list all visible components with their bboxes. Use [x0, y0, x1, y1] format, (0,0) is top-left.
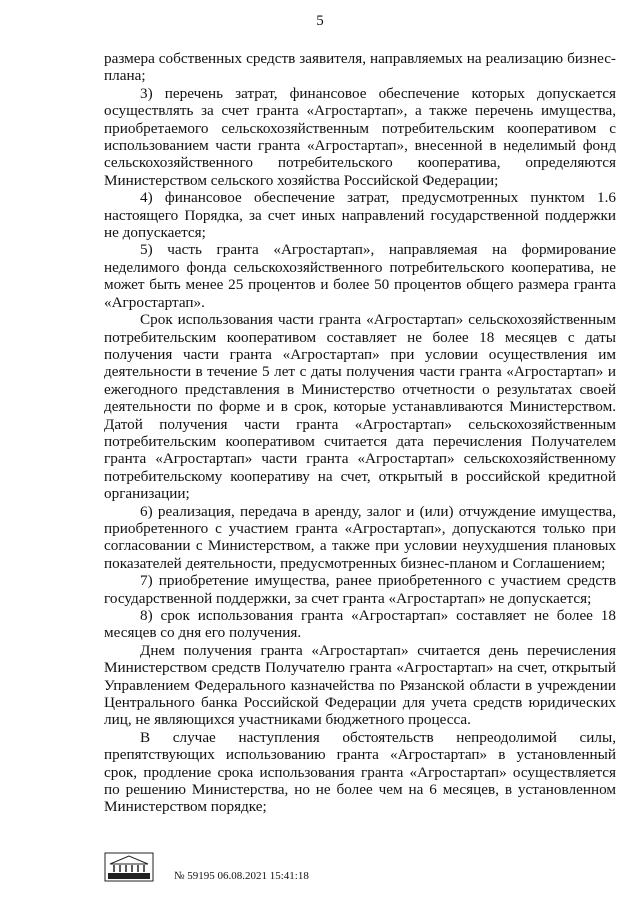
paragraph-item-4: 4) финансовое обеспечение затрат, предусмотренных пунктом 1.6 настоящего Порядка, за счет иных направлений государственной поддержки не допускается;: [104, 189, 616, 242]
document-body: [104, 50, 616, 816]
paragraph-force-majeure: В случае наступления обстоятельств непреодолимой силы, препятствующих использованию гранта «Агростартап» в установленный срок, продление срока использования гранта «Агростартап» осуществляется по решению Министерства, но не более чем на 6 месяцев, в установленном Министерством порядке;: [104, 728, 616, 816]
paragraph-item-6: 6) реализация, передача в аренду, залог и (или) отчуждение имущества, приобретенного с участием гранта «Агростартап», допускаются только при согласовании с Министерством, а также при условии неухудшения плановых показателей деятельности, предусмотренных бизнес-планом и Соглашением;: [104, 502, 616, 572]
paragraph-continuation: размера собственных средств заявителя, направляемых на реализацию бизнес-плана;: [104, 50, 616, 85]
registration-stamp: № 59195 06.08.2021 15:41:18: [174, 870, 309, 882]
paragraph-term: Срок использования части гранта «Агростартап» сельскохозяйственным потребительским кооперативом составляет не более 18 месяцев с даты получения части гранта «Агростартап» при условии осуществления им деятельности в течение 5 лет с даты получения части гранта «Агростартап» и ежегодного представления в Министерство отчетности о результатах своей деятельности по форме и в срок, которые устанавливаются Министерством. Датой получения части гранта «Агростартап» сельскохозяйственным потребительским кооперативом считается дата перечисления Получателем гранта «Агростартап» части гранта «Агростартап» сельскохозяйственному потребительскому кооперативу на счет, открытый в российской кредитной организации;: [104, 311, 616, 503]
page-number: 5: [316, 13, 324, 29]
registry-logo: [104, 852, 154, 882]
paragraph-receipt-day: Днем получения гранта «Агростартап» считается день перечисления Министерством средств Получателю гранта «Агростартап» на счет, открытый Управлением Федерального казначейства по Рязанской области в учреждении Центрального банка Российской Федерации для учета средств юридических лиц, не являющихся участниками бюджетного процесса.: [104, 641, 616, 729]
paragraph-item-5: 5) часть гранта «Агростартап», направляемая на формирование неделимого фонда сельскохозяйственного потребительского кооператива, не может быть менее 25 процентов и более 50 процентов общего размера гранта «Агростартап».: [104, 241, 616, 311]
paragraph-item-3: 3) перечень затрат, финансовое обеспечение которых допускается осуществлять за счет гранта «Агростартап», а также перечень имущества, приобретаемого сельскохозяйственным потребительским кооперативом с использованием части гранта «Агростартап», внесенной в неделимый фонд сельскохозяйственного потребительского кооператива, определяются Министерством сельского хозяйства Российской Федерации;: [104, 84, 616, 189]
paragraph-item-8: 8) срок использования гранта «Агростартап» составляет не более 18 месяцев со дня его получения.: [104, 607, 616, 642]
paragraph-item-7: 7) приобретение имущества, ранее приобретенного с участием средств государственной поддержки, за счет гранта «Агростартап» не допускается;: [104, 572, 616, 607]
footer: [104, 852, 404, 886]
